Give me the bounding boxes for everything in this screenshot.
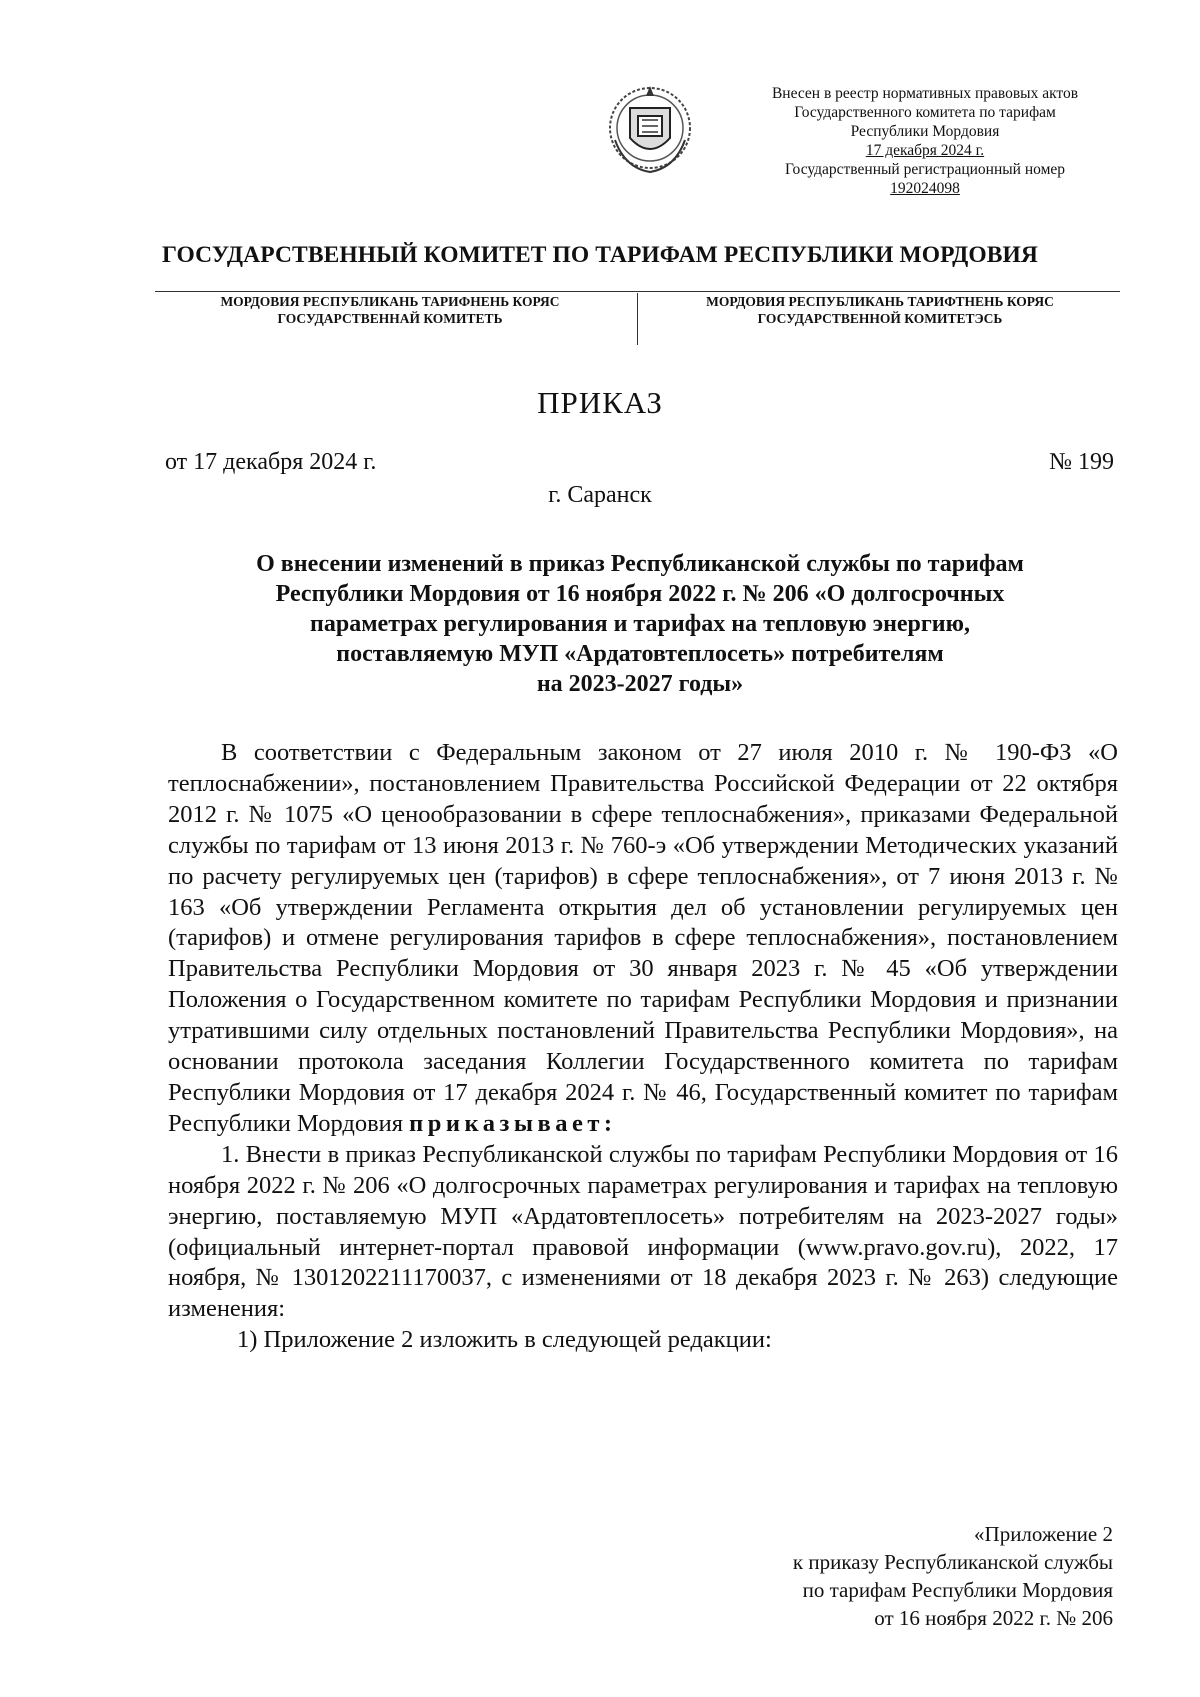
heading-line: О внесении изменений в приказ Республиканской службы по тарифам [256, 551, 1024, 577]
document-date: от 17 декабря 2024 г. [165, 449, 377, 475]
preamble-paragraph [168, 738, 1118, 1140]
header-divider [637, 293, 638, 345]
appendix-line: «Приложение 2 [974, 1522, 1113, 1546]
bilingual-header [155, 291, 1120, 347]
moksha-line: ГОСУДАРСТВЕННАЙ КОМИТЕТЬ [277, 311, 503, 326]
registry-line: Государственный регистрационный номер [784, 161, 1066, 178]
document-heading [165, 549, 1115, 699]
clause-paragraph: 1. Внести в приказ Республиканской службы по тарифам Республики Мордовия от 16 ноября 2022 г. № 206 «О долгосрочных параметрах регулирования и тарифах на тепловую энергию, поставляемую МУП «Ардатовтеплосеть» потребителям на 2023-2027 годы» (официальный интернет-портал правовой информации (www.pravo.gov.ru), 2022, 17 ноября, № 1301202211170037, с изменениями от 18 декабря 2023 г. № 263) следующие изменения: [168, 1140, 1118, 1323]
document-city: г. Саранск [548, 482, 652, 508]
document-type: ПРИКАЗ [537, 385, 663, 420]
subclause-paragraph: 1) Приложение 2 изложить в следующей редакции: [237, 1326, 772, 1354]
heading-line: Республики Мордовия от 16 ноября 2022 г. № 206 «О долгосрочных [275, 581, 1005, 607]
heading-line: на 2023-2027 годы» [536, 671, 744, 697]
document-body [168, 738, 1118, 1356]
appendix-line: по тарифам Республики Мордовия [802, 1578, 1113, 1602]
registry-number: 192024098 [890, 180, 960, 197]
moksha-agency-name [155, 293, 625, 327]
erzya-line: МОРДОВИЯ РЕСПУБЛИКАНЬ ТАРИФТНЕНЬ КОРЯС [706, 294, 1054, 309]
agency-name: ГОСУДАРСТВЕННЫЙ КОМИТЕТ ПО ТАРИФАМ РЕСПУБЛИКИ МОРДОВИЯ [162, 242, 1038, 268]
moksha-line: МОРДОВИЯ РЕСПУБЛИКАНЬ ТАРИФНЕНЬ КОРЯС [220, 294, 560, 309]
registry-line: Внесен в реестр нормативных правовых актов [771, 85, 1079, 102]
registry-note [735, 84, 1115, 198]
coat-of-arms-icon [605, 80, 695, 180]
registry-line: Государственного комитета по тарифам [794, 104, 1056, 121]
document-number: № 199 [1049, 449, 1114, 475]
erzya-agency-name [645, 293, 1115, 327]
preamble-text: В соответствии с Федеральным законом от 27 июля 2010 г. № 190-ФЗ «О теплоснабжении», постановлением Правительства Российской Федерации от 22 октября 2012 г. № 1075 «О ценообразовании в сфере теплоснабжения», приказами Федеральной службы по тарифам от 13 июня 2013 г. № 760-э «Об утверждении Методических указаний по расчету регулируемых цен (тарифов) в сфере теплоснабжения», от 7 июня 2013 г. № 163 «Об утверждении Регламента открытия дел об установлении регулируемых цен (тарифов) и отмене регулирования тарифов в сфере теплоснабжения», постановлением Правительства Республики Мордовия от 30 января 2023 г. № 45 «Об утверждении Положения о Государственном комитете по тарифам Республики Мордовия и признании утратившими силу отдельных постановлений Правительства Республики Мордовия», на основании протокола заседания Коллегии Государственного комитета по тарифам Республики Мордовия от 17 декабря 2024 г. № 46, Государственный комитет по тарифам Республики Мордовия [168, 739, 1118, 1137]
appendix-line: к приказу Республиканской службы [792, 1550, 1113, 1574]
orders-word: приказывает: [409, 1109, 617, 1137]
heading-line: поставляемую МУП «Ардатовтеплосеть» потребителям [336, 641, 944, 667]
erzya-line: ГОСУДАРСТВЕННОЙ КОМИТЕТЭСЬ [757, 311, 1003, 326]
registry-line: Республики Мордовия [850, 123, 1000, 140]
appendix-header [613, 1520, 1113, 1632]
registry-date: 17 декабря 2024 г. [865, 142, 985, 159]
heading-line: параметрах регулирования и тарифах на тепловую энергию, [310, 611, 970, 637]
appendix-line: от 16 ноября 2022 г. № 206 [874, 1606, 1113, 1630]
header-rule [155, 291, 1120, 292]
